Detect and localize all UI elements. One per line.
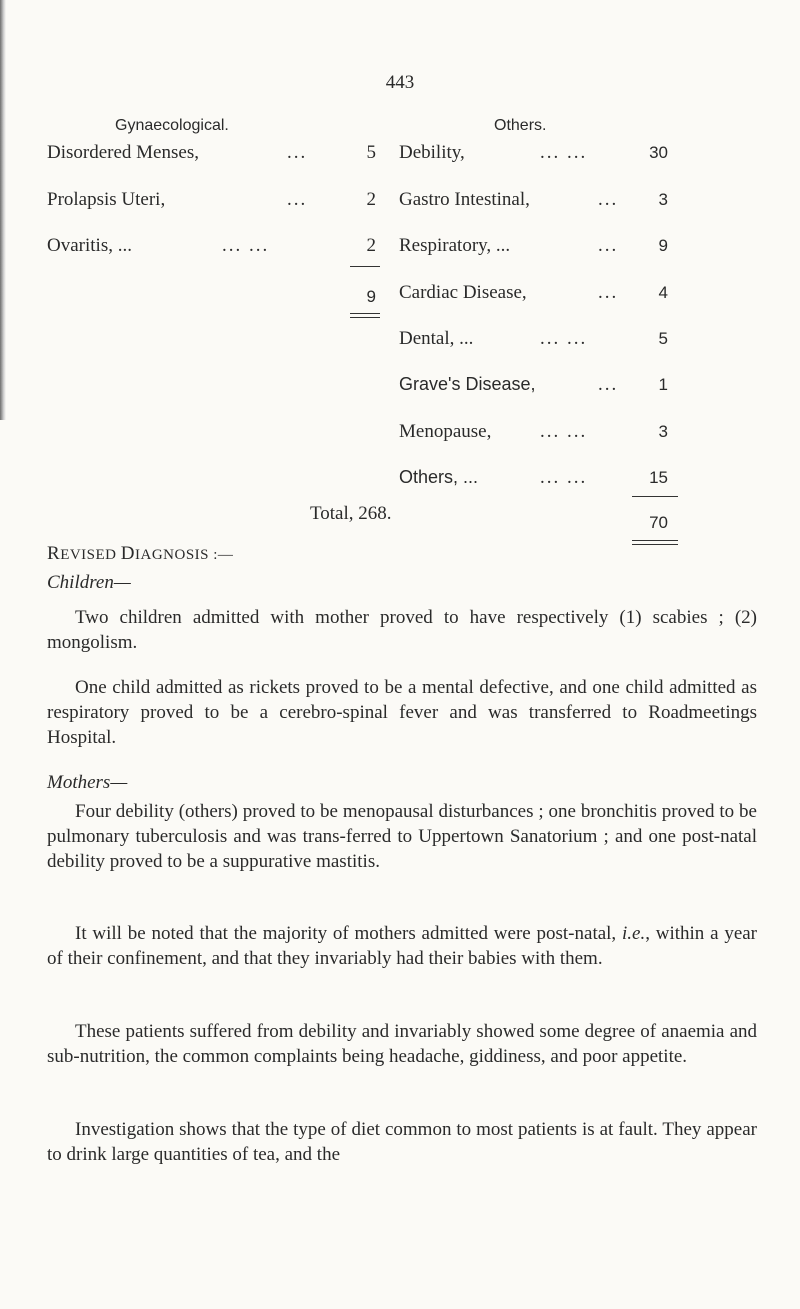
- others-row-dots-1: ... ...: [540, 142, 588, 163]
- gyn-double-rule-b: [350, 317, 380, 318]
- gyn-row-dots-2: ...: [287, 189, 308, 210]
- others-row-value-7: 3: [658, 422, 668, 441]
- gyn-subtotal-rule: [350, 266, 380, 267]
- mothers-heading: Mothers—: [47, 772, 128, 793]
- gyn-double-rule-a: [350, 313, 380, 314]
- gyn-row-dots-1: ...: [287, 142, 308, 163]
- children-heading: Children—: [47, 572, 131, 593]
- others-row-value-2: 3: [658, 190, 668, 209]
- others-row-value-4: 4: [658, 283, 668, 302]
- gyn-row-value-2: 2: [366, 189, 376, 210]
- others-double-rule-a: [632, 540, 678, 541]
- heading-initial-d: D: [120, 543, 135, 564]
- others-row-label-1: Debility,: [399, 142, 465, 163]
- mothers-paragraph-1: Four debility (others) proved to be menopausal disturbances ; one bronchitis proved to be pulmonary tuberculosis and was trans-ferred to Uppertown Sanatorium ; and one post-natal debility proved to be a suppurative mastitis.: [47, 801, 757, 872]
- gynaecological-heading: Gynaecological.: [115, 117, 229, 134]
- gyn-subtotal: 9: [366, 287, 376, 306]
- children-paragraph-1: Two children admitted with mother proved to have respectively (1) scabies ; (2) mongolism.: [47, 607, 757, 653]
- page-number: 443: [385, 72, 415, 93]
- others-row-dots-2: ...: [598, 189, 619, 210]
- grand-total: Total, 268.: [310, 503, 392, 524]
- others-row-label-3: Respiratory, ...: [399, 235, 511, 256]
- others-heading: Others.: [494, 117, 547, 134]
- gyn-row-label-2: Prolapsis Uteri,: [47, 189, 166, 210]
- mothers-paragraph-2-ie: i.e.: [621, 923, 646, 944]
- gyn-row-label-3: Ovaritis, ...: [47, 235, 132, 256]
- others-row-dots-6: ...: [598, 374, 619, 395]
- others-row-dots-4: ...: [598, 282, 619, 303]
- children-paragraph-2: One child admitted as rickets proved to be a mental defective, and one child admitted as respiratory proved to be a cerebro-spinal fever and was transferred to Roadmeetings Hospital.: [47, 677, 757, 748]
- others-row-label-5: Dental, ...: [399, 328, 474, 349]
- others-subtotal-rule: [632, 496, 678, 497]
- gyn-row-dots-3: ... ...: [222, 235, 270, 256]
- heading-part-1: EVISED: [60, 547, 121, 563]
- others-row-dots-5: ... ...: [540, 328, 588, 349]
- others-row-value-1: 30: [649, 143, 668, 162]
- mothers-paragraph-2: [47, 921, 757, 971]
- others-row-dots-3: ...: [598, 235, 619, 256]
- others-row-label-4: Cardiac Disease,: [399, 282, 527, 303]
- others-double-rule-b: [632, 544, 678, 545]
- gyn-row-value-1: 5: [366, 142, 376, 163]
- others-row-dots-8: ... ...: [540, 467, 588, 488]
- mothers-paragraph-3: These patients suffered from debility and invariably showed some degree of anaemia and sub-nutrition, the common complaints being headache, giddiness, and poor appetite.: [47, 1021, 757, 1067]
- gyn-row-value-3: 2: [366, 235, 376, 256]
- others-row-dots-7: ... ...: [540, 421, 588, 442]
- others-row-label-6: Grave's Disease,: [399, 374, 536, 394]
- others-row-value-3: 9: [658, 236, 668, 255]
- page-edge-shadow: [0, 0, 6, 420]
- others-row-label-8: Others, ...: [399, 467, 479, 487]
- others-row-value-5: 5: [658, 329, 668, 348]
- others-row-label-2: Gastro Intestinal,: [399, 189, 530, 210]
- mothers-paragraph-4: Investigation shows that the type of diet common to most patients is at fault. They appear to drink large quantities of tea, and the: [47, 1119, 757, 1165]
- others-row-value-8: 15: [649, 468, 668, 487]
- mothers-paragraph-2-part-b: , within a year of their confinement, and that they invariably had their babies with them.: [47, 923, 758, 969]
- mothers-paragraph-2-part-a: It will be noted that the majority of mothers admitted were post-natal,: [75, 923, 622, 944]
- heading-initial-r: R: [47, 543, 61, 564]
- gyn-row-label-1: Disordered Menses,: [47, 142, 199, 163]
- revised-diagnosis-heading: [47, 543, 233, 565]
- others-subtotal: 70: [649, 513, 668, 532]
- heading-part-2: IAGNOSIS :—: [135, 547, 234, 563]
- others-row-label-7: Menopause,: [399, 421, 492, 442]
- others-row-value-6: 1: [658, 375, 668, 394]
